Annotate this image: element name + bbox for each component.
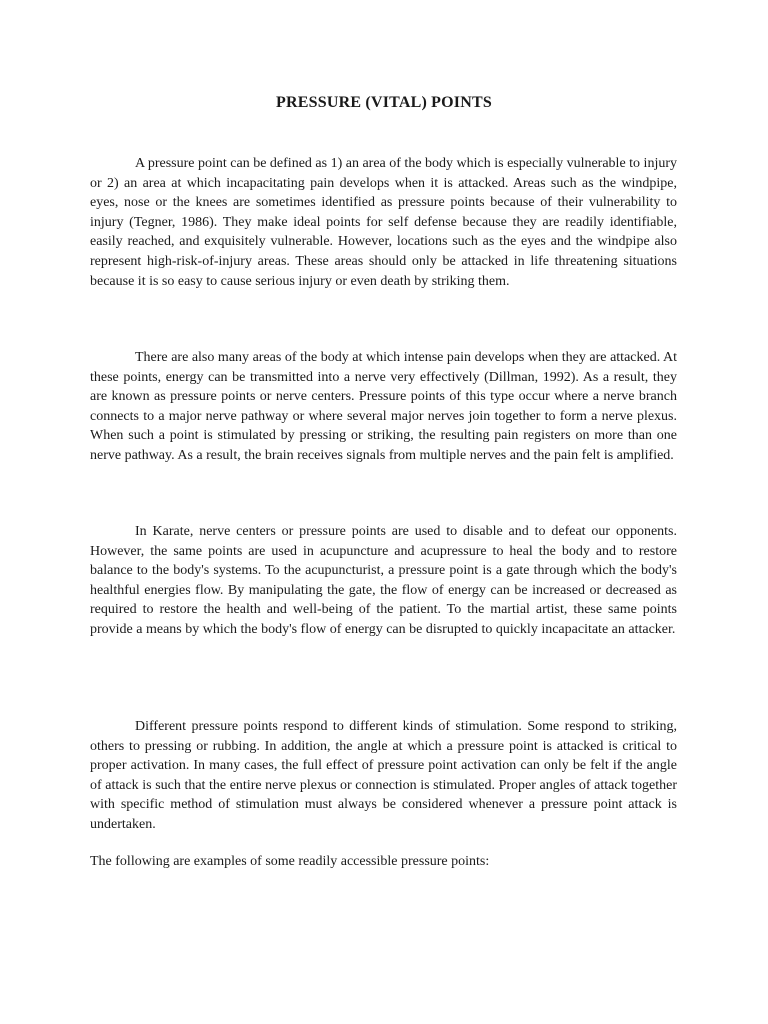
paragraph-definition: A pressure point can be defined as 1) an area of the body which is especially vulnerable to injury or 2) an area at which incapacitating pain develops when it is attacked. Areas such as the windpipe, eyes, nose or the knees are sometimes identified as pressure points because of their vulnerability to injury (Tegner, 1986). They make ideal points for self defense because they are readily identifiable, easily reached, and exquisitely vulnerable. However, locations such as the eyes and the windpipe also represent high-risk-of-injury areas. These areas should only be attacked in life threatening situations because it is so easy to cause serious injury or even death by striking them. [90,156,677,289]
page-title: PRESSURE (VITAL) POINTS [276,94,492,111]
examples-intro-line: The following are examples of some readily accessible pressure points: [90,854,490,869]
paragraph-nerve-centers: There are also many areas of the body at which intense pain develops when they are attacked. At these points, energy can be transmitted into a nerve very effectively (Dillman, 1992). As a result, they are known as pressure points or nerve centers. Pressure points of this type occur where a nerve branch connects to a major nerve pathway or where several major nerves join together to form a nerve plexus. When such a point is stimulated by pressing or striking, the resulting pain registers on more than one nerve pathway. As a result, the brain receives signals from multiple nerves and the pain felt is amplified. [90,350,677,463]
paragraph-stimulation: Different pressure points respond to different kinds of stimulation. Some respond to striking, others to pressing or rubbing. In addition, the angle at which a pressure point is attacked is critical to proper activation. In many cases, the full effect of pressure point activation can only be felt if the angle of attack is such that the entire nerve plexus or connection is stimulated. Proper angles of attack together with specific method of stimulation must always be considered whenever a pressure point attack is undertaken. [90,719,677,832]
paragraph-karate: In Karate, nerve centers or pressure points are used to disable and to defeat our opponents. However, the same points are used in acupuncture and acupressure to heal the body and to restore balance to the body's systems. To the acupuncturist, a pressure point is a gate through which the body's healthful energies flow. By manipulating the gate, the flow of energy can be increased or decreased as required to restore the health and well-being of the patient. To the martial artist, these same points provide a means by which the body's flow of energy can be disrupted to quickly incapacitate an attacker. [90,524,677,637]
